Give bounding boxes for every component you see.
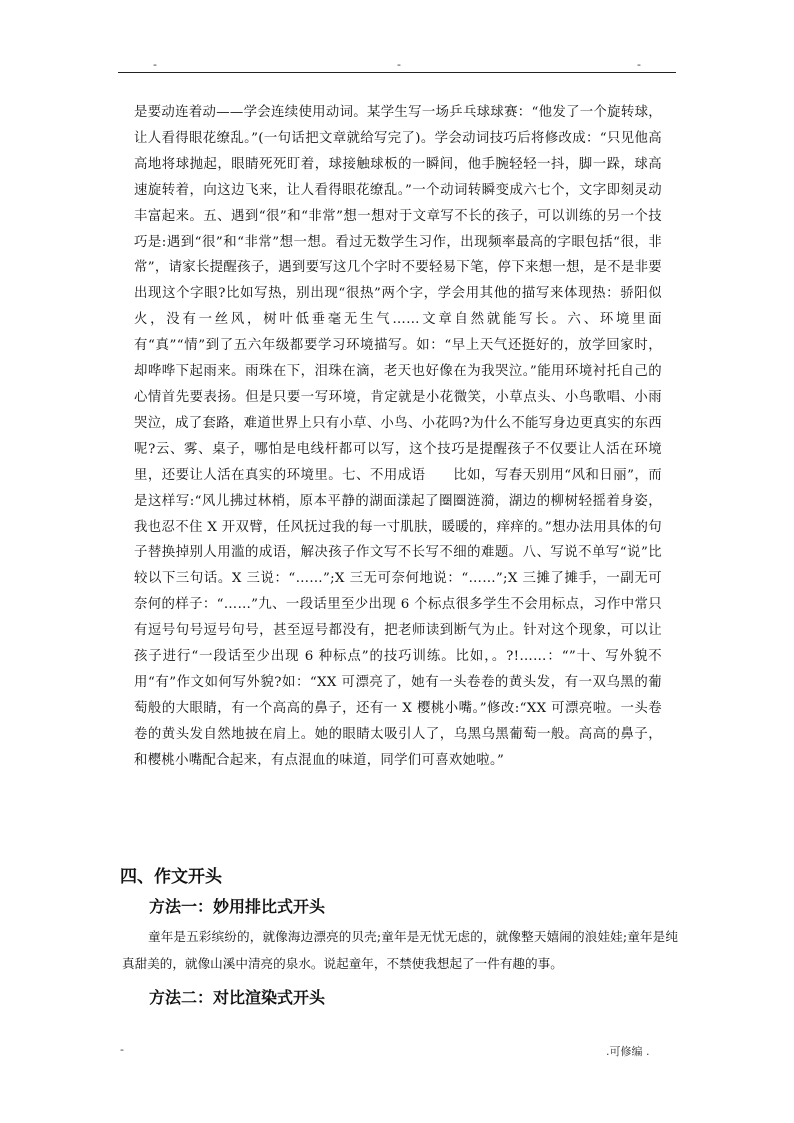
method1-text: 童年是五彩缤纷的，就像海边漂亮的贝壳;童年是无忧无虑的，就像整天嬉闹的浪娃娃;童年是纯真甜美的，就像山溪中清亮的泉水。说起童年，不禁使我想起了一件有趣的事。 (122, 929, 678, 971)
header-mark-right: - (637, 58, 641, 71)
header-divider (118, 72, 676, 73)
header-mark-left: - (153, 58, 157, 71)
body-paragraph: 是要动连着动——学会连续使用动词。某学生写一场乒乓球球赛：“他发了一个旋转球，让人看得眼花缭乱。”(一句话把文章就给写完了)。学会动词技巧后将修改成：“只见他高高地将球抛起，眼睛死死盯着，球接触球板的一瞬间，他手腕轻轻一抖，脚一跺，球高速旋转着，向这边飞来，让人看得眼花缭乱。”一个动词转瞬变成六七个，文字即刻灵动丰富起来。五、遇到“很”和“非常”想一想对于文章写不长的孩子，可以训练的另一个技巧是:遇到“很”和“非常”想一想。看过无数学生习作，出现频率最高的字眼包括“很，非常”，请家长提醒孩子，遇到要写这几个字时不要轻易下笔，停下来想一想，是不是非要出现这个字眼?比如写热，别出现“很热”两个字，学会用其他的描写来体现热：骄阳似火，没有一丝风，树叶低垂毫无生气……文章自然就能写长。六、环境里面有“真”“情”到了五六年级都要学习环境描写。如：“早上天气还挺好的，放学回家时，却哗哗下起雨来。雨珠在下，泪珠在滴，老天也好像在为我哭泣。”能用环境衬托自己的心情首先要表扬。但是只要一写环境，肯定就是小花微笑，小草点头、小鸟歌唱、小雨哭泣，成了套路，难道世界上只有小草、小鸟、小花吗?为什么不能写身边更真实的东西呢?云、雾、桌子，哪怕是电线杆都可以写，这个技巧是提醒孩子不仅要让人活在环境里，还要让人活在真实的环境里。七、不用成语 比如，写春天别用“风和日丽”，而是这样写:“风儿拂过林梢，原本平静的湖面漾起了圈圈涟漪，湖边的柳树轻摇着身姿，我也忍不住 X 开双臂，任风抚过我的每一寸肌肤，暖暖的，痒痒的。”想办法用具体的句子替换掉别人用滥的成语，解决孩子作文写不长写不细的难题。八、写说不单写“说”比较以下三句话。X 三说：“……”;X 三无可奈何地说：“……”;X 三摊了摊手，一副无可奈何的样子：“……”九、一段话里至少出现 6 个标点很多学生不会用标点，习作中常只有逗号句号逗号句号，甚至逗号都没有，把老师读到断气为止。针对这个现象，可以让孩子进行“一段话至少出现 6 种标点”的技巧训练。比如，。?!……：“”十、写外貌不用“有”作文如何写外貌?如：“XX 可漂亮了，她有一头卷卷的黄头发，有一双乌黑的葡萄般的大眼睛，有一个高高的鼻子，还有一 X 樱桃小嘴。”修改:“XX 可漂亮啦。一头卷卷的黄头发自然地披在肩上。她的眼睛太吸引人了，乌黑乌黑葡萄一般。高高的鼻子，和樱桃小嘴配合起来，有点混血的味道，同学们可喜欢她啦。” (134, 105, 662, 768)
footer-mark-left: - (120, 1043, 124, 1056)
method1-title: 方法一：妙用排比式开头 (149, 897, 326, 916)
method2-title: 方法二：对比渲染式开头 (149, 988, 326, 1007)
footer-note: .可修编 . (606, 1045, 650, 1058)
section-heading: 四、作文开头 (120, 867, 222, 887)
body-content (134, 100, 662, 774)
header-mark-center: - (397, 58, 401, 71)
